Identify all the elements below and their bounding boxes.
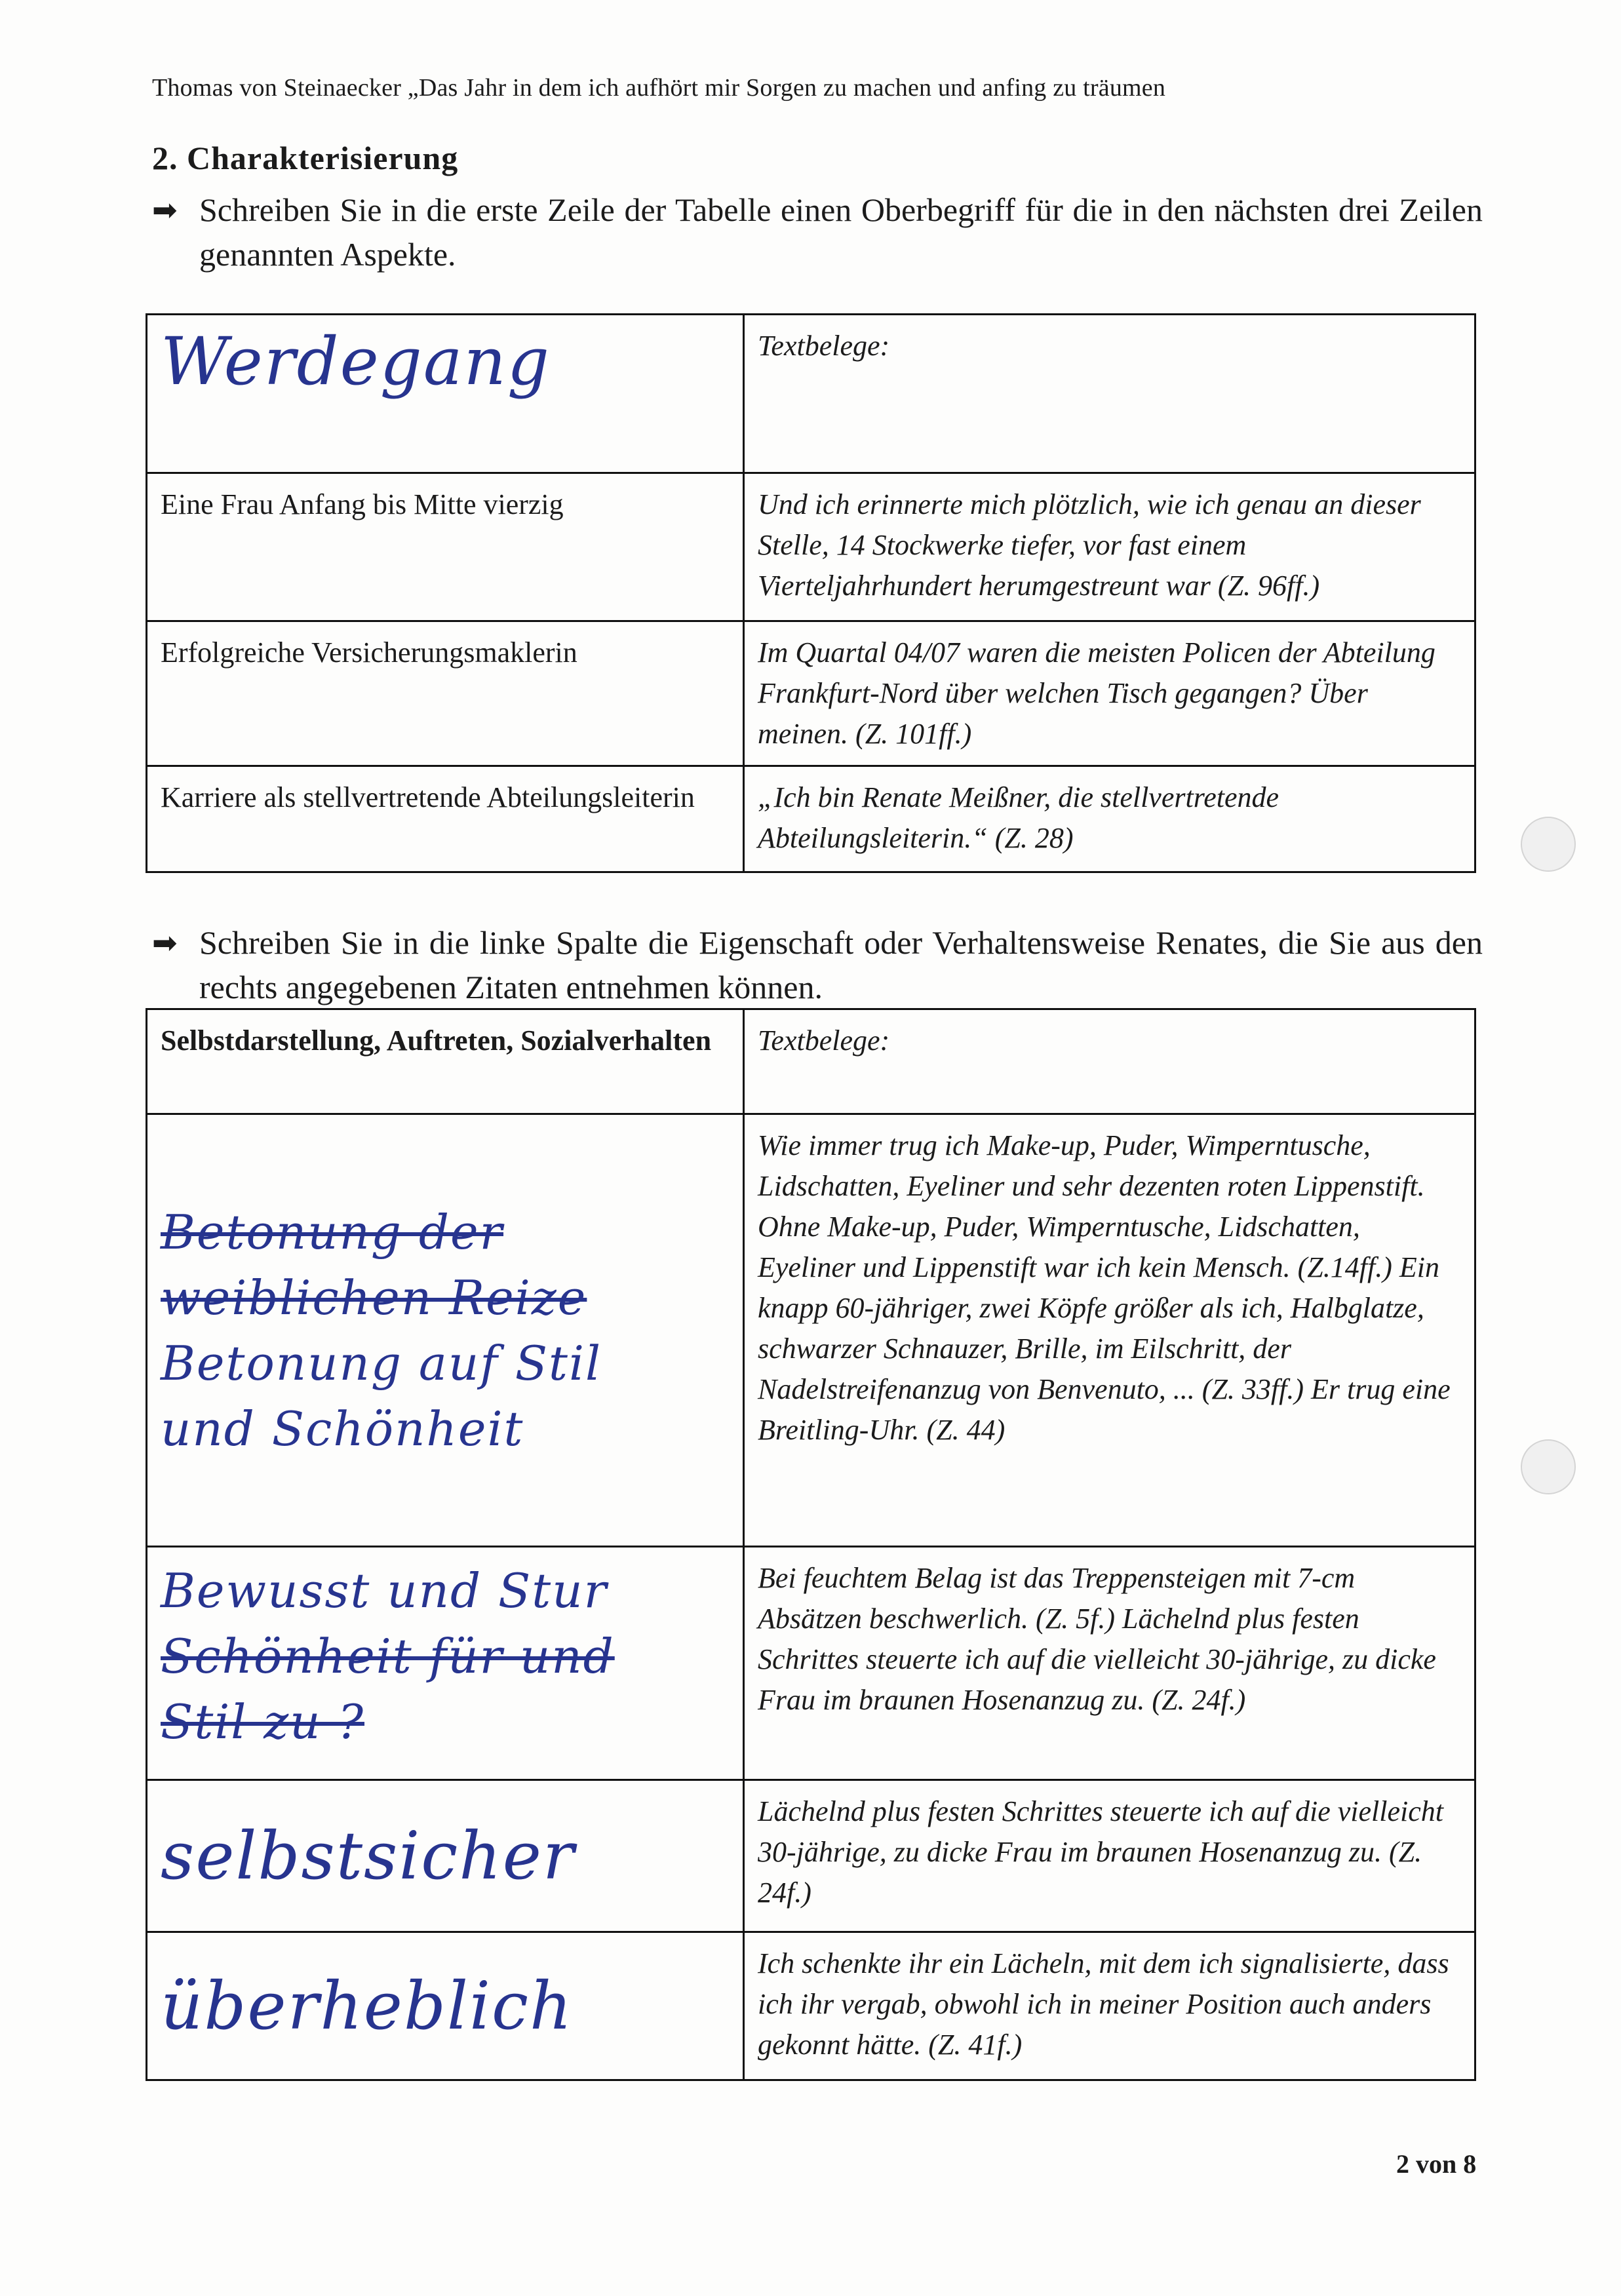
instruction-1-text: Schreiben Sie in die erste Zeile der Tabelle einen Oberbegriff für die in den nächsten drei Zeilen genannten Aspekte. xyxy=(199,191,1483,273)
handwritten-answer: und Schönheit xyxy=(161,1401,524,1456)
handwritten-answer: selbstsicher xyxy=(161,1817,576,1894)
table-row xyxy=(147,1932,1475,2080)
page-number: 2 von 8 xyxy=(1396,2149,1477,2179)
quote-cell: Wie immer trug ich Make-up, Puder, Wimperntusche, Lidschatten, Eyeliner und sehr dezenten roten Lippenstift. Ohne Make-up, Puder, Wimperntusche, Lidschatten, Eyeliner und Lippenstift war ich kein Mensch. (Z.14ff.) Ein knapp 60-jähriger, zwei Köpfe größer als ich, Halbglatze, schwarzer Schnauzer, Brille, im Eilschritt, der Nadelstreifenanzug von Benvenuto, ... (Z. 33ff.) Er trug eine Breitling-Uhr. (Z. 44) xyxy=(744,1114,1475,1547)
table-row xyxy=(147,473,1475,621)
struck-answer: Stil zu ? xyxy=(161,1694,364,1749)
aspect-cell: Erfolgreiche Versicherungsmaklerin xyxy=(147,621,744,766)
textbelege-header: Textbelege: xyxy=(744,315,1475,473)
trait-cell xyxy=(147,1547,744,1780)
struck-answer: Betonung der xyxy=(161,1204,504,1260)
quote-cell: „Ich bin Renate Meißner, die stellvertretende Abteilungsleiterin.“ (Z. 28) xyxy=(744,766,1475,872)
punch-hole xyxy=(1521,817,1576,872)
handwritten-answer: Bewusst und Stur xyxy=(161,1563,608,1618)
quote-cell: Im Quartal 04/07 waren die meisten Policen der Abteilung Frankfurt-Nord über welchen Tisch gegangen? Über meinen. (Z. 101ff.) xyxy=(744,621,1475,766)
table-row xyxy=(147,1780,1475,1932)
section-title: 2. Charakterisierung xyxy=(152,140,459,176)
aspects-table xyxy=(146,313,1476,873)
instruction-2 xyxy=(152,920,1483,1009)
table-row xyxy=(147,1547,1475,1780)
struck-answer: weiblichen Reize xyxy=(161,1270,587,1325)
quote-cell: Lächelnd plus festen Schrittes steuerte ich auf die vielleicht 30-jährige, zu dicke Frau im braunen Hosenanzug zu. (Z. 24f.) xyxy=(744,1780,1475,1932)
arrow-right-icon: ➡ xyxy=(152,925,178,960)
table-row xyxy=(147,766,1475,872)
behavior-header: Selbstdarstellung, Auftreten, Sozialverhalten xyxy=(147,1009,744,1114)
trait-cell xyxy=(147,1114,744,1547)
struck-answer: Schönheit für und xyxy=(161,1629,615,1684)
trait-cell xyxy=(147,1932,744,2080)
aspect-cell: Karriere als stellvertretende Abteilungsleiterin xyxy=(147,766,744,872)
generic-term-cell xyxy=(147,315,744,473)
table-row xyxy=(147,621,1475,766)
handwritten-answer: Betonung auf Stil xyxy=(161,1335,602,1391)
page-header: Thomas von Steinaecker „Das Jahr in dem ich aufhört mir Sorgen zu machen und anfing zu träumen xyxy=(152,74,1166,102)
behavior-table xyxy=(146,1008,1476,2081)
quote-cell: Bei feuchtem Belag ist das Treppensteigen mit 7-cm Absätzen beschwerlich. (Z. 5f.) Lächelnd plus festen Schrittes steuerte ich auf die vielleicht 30-jährige, zu dicke Frau im braunen Hosenanzug zu. (Z. 24f.) xyxy=(744,1547,1475,1780)
arrow-right-icon: ➡ xyxy=(152,192,178,227)
punch-hole xyxy=(1521,1439,1576,1494)
instruction-2-text: Schreiben Sie in die linke Spalte die Eigenschaft oder Verhaltensweise Renates, die Sie aus den rechts angegebenen Zitaten entnehmen können. xyxy=(199,924,1483,1005)
handwritten-answer: Werdegang xyxy=(161,323,551,400)
instruction-1 xyxy=(152,187,1483,277)
table-row xyxy=(147,1009,1475,1114)
aspect-cell: Eine Frau Anfang bis Mitte vierzig xyxy=(147,473,744,621)
table-row xyxy=(147,315,1475,473)
trait-cell xyxy=(147,1780,744,1932)
quote-cell: Ich schenkte ihr ein Lächeln, mit dem ich signalisierte, dass ich ihr vergab, obwohl ich in meiner Position auch anders gekonnt hätte. (Z. 41f.) xyxy=(744,1932,1475,2080)
handwritten-answer: überheblich xyxy=(161,1967,574,2044)
textbelege-header: Textbelege: xyxy=(744,1009,1475,1114)
table-row xyxy=(147,1114,1475,1547)
quote-cell: Und ich erinnerte mich plötzlich, wie ich genau an dieser Stelle, 14 Stockwerke tiefer, vor fast einem Vierteljahrhundert herumgestreunt war (Z. 96ff.) xyxy=(744,473,1475,621)
